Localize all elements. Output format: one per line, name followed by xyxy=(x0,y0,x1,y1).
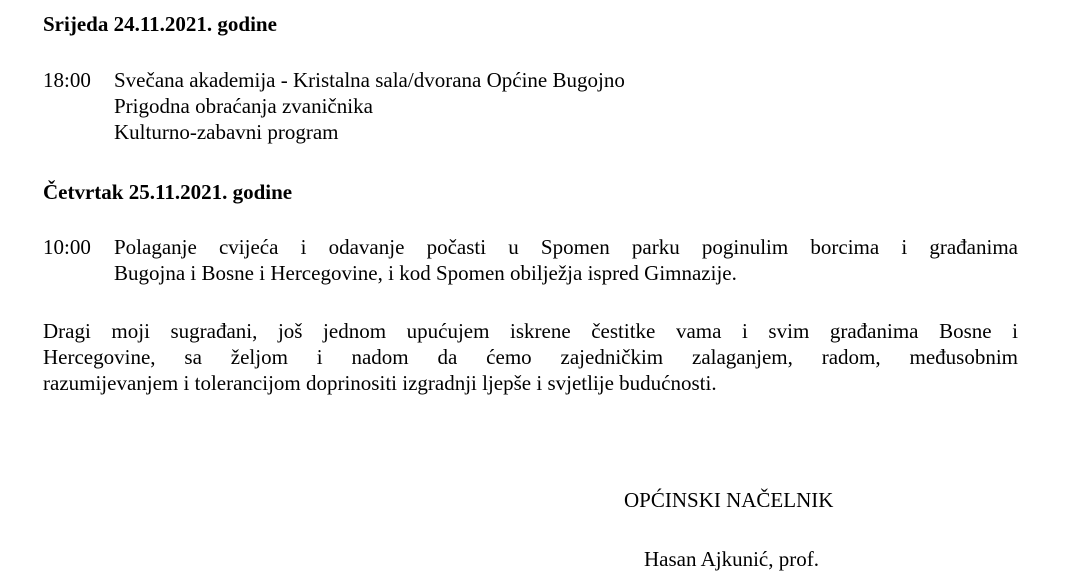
signature-name: Hasan Ajkunić, prof. xyxy=(644,547,819,571)
day2-event-lines xyxy=(114,234,1018,286)
message-line: razumijevanjem i tolerancijom doprinositi izgradnji ljepše i svjetlije budućnosti. xyxy=(43,371,717,395)
day1-schedule-entry xyxy=(43,67,1018,145)
closing-message xyxy=(43,318,1018,396)
day1-event-lines xyxy=(114,67,1018,145)
message-line: Dragi moji sugrađani, još jednom upućujem iskrene čestitke vama i svim građanima Bosne i xyxy=(43,319,1018,343)
day2-schedule-entry xyxy=(43,234,1018,286)
signature-title: OPĆINSKI NAČELNIK xyxy=(624,488,834,512)
day1-time: 18:00 xyxy=(43,68,91,92)
message-line: Hercegovine, sa željom i nadom da ćemo zajedničkim zalaganjem, radom, međusobnim xyxy=(43,345,1018,369)
day2-heading: Četvrtak 25.11.2021. godine xyxy=(43,180,293,204)
day2-event-line: Polaganje cvijeća i odavanje počasti u Spomen parku poginulim borcima i građanima xyxy=(114,235,1018,259)
day1-event-line: Prigodna obraćanja zvaničnika xyxy=(114,94,373,118)
day1-event-line: Svečana akademija - Kristalna sala/dvorana Općine Bugojno xyxy=(114,68,625,92)
day2-time: 10:00 xyxy=(43,235,91,259)
day1-heading: Srijeda 24.11.2021. godine xyxy=(43,12,277,36)
day2-event-line: Bugojna i Bosne i Hercegovine, i kod Spomen obilježja ispred Gimnazije. xyxy=(114,261,737,285)
day1-event-line: Kulturno-zabavni program xyxy=(114,120,339,144)
